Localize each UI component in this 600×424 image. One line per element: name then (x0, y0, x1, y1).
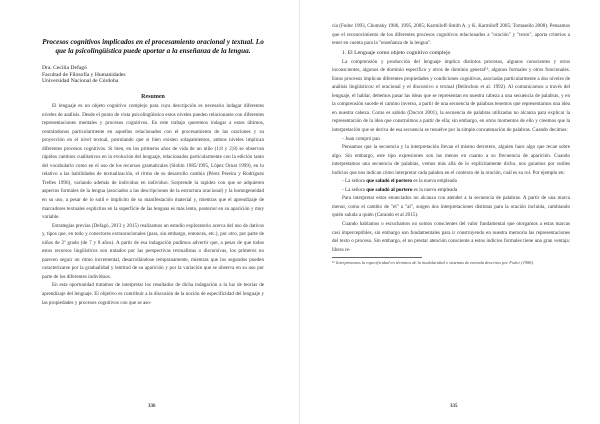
example-suffix: es la nueva empleada (413, 178, 457, 185)
example-suffix: es la nueva empleada (413, 186, 458, 193)
example-prefix: - La señora (342, 186, 365, 193)
example-sentence: - Juan compró pan (342, 135, 380, 142)
abstract-paragraph: El lenguaje es un objeto cognitivo complejo para cuya descripción es necesario indagar diferentes niveles de análisis. Desde el punto de vista psicolingüístico estos niveles pueden relacionarse con diferentes representaciones mentales y procesos cognitivos. En este trabajo queremos indagar a estos últimos, centrándonos particularmente en aquellos relacionados con el procesamiento de las oraciones y su proyección en el nivel textual, postulando que si bien existen solapamientos, ambos niveles implican diferentes procesos cognitivos. Si bien, en los primeros años de vida de un niño (1;8 y 2;8) se observan rápidos cambios cualitativos en la evolución del lenguaje, relacionados particularmente con la edición tanto del vocabulario como en el uso de los recursos gramaticales (Slobin 1985/1995, López Ornat 1999), en lo relativo a las habilidades de textualización, el ritmo de su desarrollo cambia (Pérez Pereira y Rodríguez Trelles 1996), variando además de individuo en individuo. Sorprende la rapidez con que se adquieren aspectos formales de la lengua (asociados a las descripciones de la estructura oracional) y la homogeneidad en su uso, a pesar de lo sutil e implícito de su manifestación material y, mientras que el aprendizaje de marcadores textuales explícitos en la superficie de las lenguas es más lento, posterior en su aparición y muy variable. (42, 102, 264, 221)
abstract-paragraph: Estrategias previas (Defagó, 2013 y 2015) realizamos un estudio exploratorio acerca del uso de dativos y, tipos que, en todo y conectores extraoracionales (para, sin embargo, entonces, etc.), por otro, por parte de niños de 2º grado (de 7 y 8 años). A partir de esa indagación pudimos advertir que, a pesar de que todos estos recursos lingüísticos son tratados por las perspectivas textualistas o discursivas, los primeros no parecen seguir un ritmo incremental, desarrollándose tempranamente, mientras que los segundos pueden caracterizarse por la gradualidad y lentitud de su aparición y por la variación que se observa en su uso por parte de los diferentes individuos. (42, 222, 264, 280)
abstract-paragraph: En esta oportunidad tratamos de interpretar los resultados de dicha indagación a la luz de teorías de aprendizaje del lenguaje. El objetivo es contribuir a la discusión de la noción de especificidad del lenguaje y las propiedades y procesos cognitivos con que se aso- (42, 282, 264, 306)
example-sentence (342, 186, 570, 195)
body-paragraph: cia (Fodor 1993, Chomsky 1986, 1995, 2005; Karmiloff-Smith A. y K. Karmiloff 2005; Tomasello 2008). Pensamos que el reconocimiento de los diferentes procesos cognitivos relacionados a "oración" y "texto", aporta criterios a tener en cuenta para la "enseñanza de la lengua". (332, 23, 570, 47)
body-paragraph: Cuando hablamos o escuchamos no somos conscientes del valor fundamental que otorgamos a estas marcas casi imperceptibles, sin embargo son fundamentales para ir construyendo en nuestra memoria las representaciones del texto o proceso. Sin embargo, el no prestar atención consciente a estos indicios formales tiene una gran ventaja: libera re- (332, 221, 570, 253)
right-column (332, 22, 570, 266)
example-emphasis: que saludó al portero (366, 186, 413, 193)
footnote: ¹⁶ Interpretamos la especificidad en términos de la modularidad o sistemas de entrada descritos por Fodor (1986). (332, 260, 535, 266)
page-number-right: 335 (450, 404, 458, 409)
example-prefix: - La señora (342, 178, 365, 185)
example-sentence (342, 177, 570, 186)
section-heading: 1. El Lenguaje como objeto cognitivo complejo (342, 49, 451, 56)
page-number-left: 336 (148, 404, 156, 409)
author-name: Dra. Cecilia Defagó (42, 65, 87, 72)
footnote-divider (332, 257, 422, 258)
left-column (42, 38, 264, 307)
affiliation-university: Universidad Nacional de Córdoba (42, 78, 119, 85)
article-title: Procesos cognitivos implicados en el procesamiento oracional y textual. Lo que la psicolingüística puede aportar a la enseñanza de la lengua. (42, 38, 264, 55)
body-paragraph: Pensamos que la secuencia y la interpretación llevan el mismo derrotero, alguien hace algo que recae sobre algo. Sin embargo, este tipo expresiones son las menos en cuanto a su frecuencia de aparición. Cuando interpretamos una secuencia de palabras, vemos más allá de lo explícitamente dicho, nos guiamos por sutiles indicios que nos indican cómo interpretar cada palabra en el contexto de la oración, cuál es su rol. Por ejemplo en: (332, 144, 570, 176)
right-page (300, 0, 600, 424)
body-paragraph: La comprensión y producción del lenguaje implica distintos procesos, algunos conscientes y otros inconscientes, algunos de dominio específico y otros de dominio general¹⁶, algunos formales y otros funcionales. Estos procesos implican diferentes propiedades y condiciones cognitivas, asociadas particularmente a dos niveles de análisis lingüísticos: el oracional y el discursivo o textual (Belinchon et al. 1992). Al comunicarnos a través del lenguaje, el hablar, debemos pasar las ideas que se representan en nuestra cabeza a una secuencia de palabras, y en la comprensión sucede el camino inverso, a partir de una secuencia de palabras tenemos que representarnos una idea en nuestra cabeza. Como es sabido (Ducrot 2001), la secuencia de palabras utilizadas no alcanza para explicar la representación de la idea que construimos a partir de ella; sin embargo, en otros momentos de ello y creemos que la interpretación que se deriva de esa secuencia se resuelve por la simple concatenación de palabras. Cuando decimos: (332, 58, 570, 134)
affiliation-faculty: Facultad de Filosofía y Humanidades (42, 71, 126, 78)
example-emphasis: que saludó el portero (366, 178, 413, 185)
body-paragraph: Para interpretar estos enunciados no alcanza con atender a la secuencia de palabras. A partir de una marca menor, como el cambio de "el" a "al", surgen dos interpretaciones distintas para la oración incluida, cambiando quién saluda a quién (Carando et al 2015). (332, 195, 570, 219)
author-block (42, 65, 264, 85)
abstract-heading: Resumen (141, 93, 165, 100)
